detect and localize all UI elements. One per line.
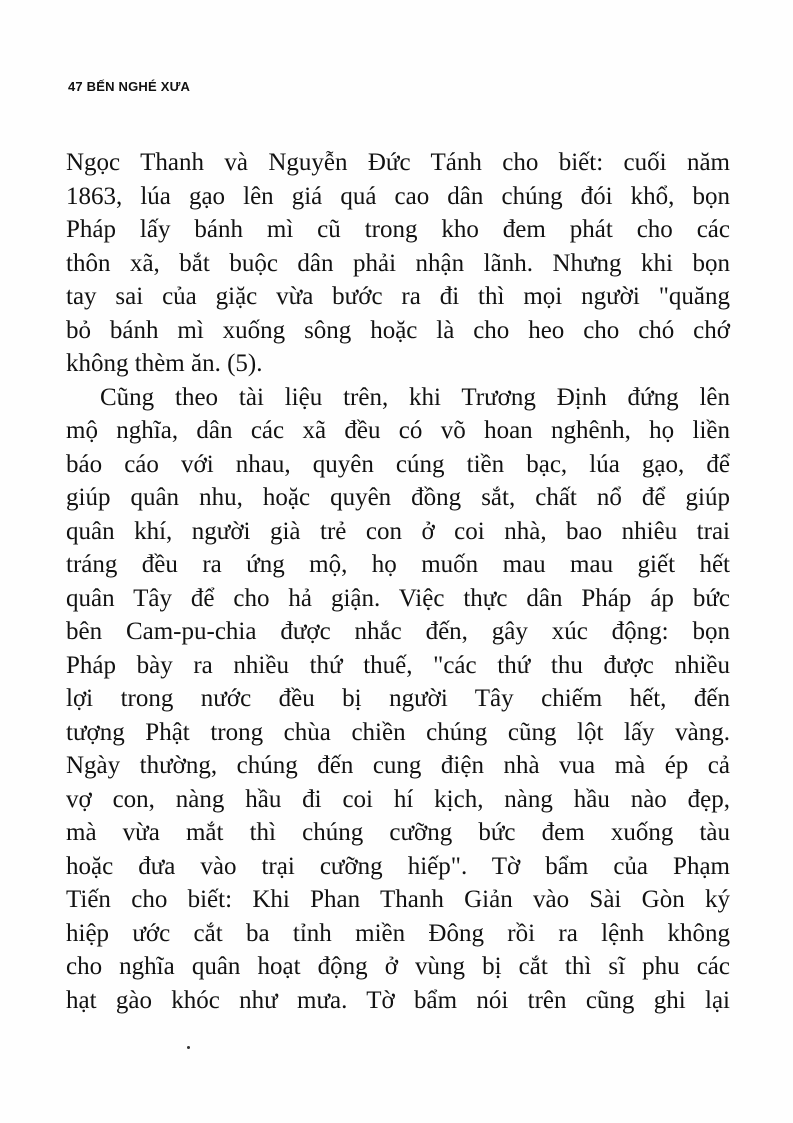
text-line: quân Tây để cho hả giận. Việc thực dân Pháp áp bức: [66, 584, 730, 612]
text-line: báo cáo với nhau, quyên cúng tiền bạc, lúa gạo, để: [66, 450, 730, 478]
text-line: Cũng theo tài liệu trên, khi Trương Định đứng lên: [100, 383, 730, 411]
text-line: tượng Phật trong chùa chiền chúng cũng lột lấy vàng.: [66, 718, 730, 746]
text-line: Ngọc Thanh và Nguyễn Đức Tánh cho biết: cuối năm: [66, 149, 730, 176]
text-line: giúp quân nhu, hoặc quyên đồng sắt, chất nổ để giúp: [66, 484, 730, 511]
text-line: hạt gào khóc như mưa. Tờ bẩm nói trên cũng ghi lại: [66, 986, 730, 1014]
text-line: Pháp bày ra nhiều thứ thuế, "các thứ thu được nhiều: [66, 651, 730, 679]
body-text: [66, 146, 730, 1017]
text-line: Ngày thường, chúng đến cung điện nhà vua mà ép cả: [66, 752, 730, 779]
text-line: mộ nghĩa, dân các xã đều có võ hoan nghênh, họ liền: [66, 417, 730, 444]
text-line: bỏ bánh mì xuống sông hoặc là cho heo cho chó chớ: [66, 316, 730, 344]
text-line: thôn xã, bắt buộc dân phải nhận lãnh. Nhưng khi bọn: [66, 249, 730, 277]
text-line: hoặc đưa vào trại cưỡng hiếp". Tờ bẩm của Phạm: [66, 852, 730, 880]
text-line: quân khí, người già trẻ con ở coi nhà, bao nhiêu trai: [66, 517, 730, 545]
text-line: mà vừa mắt thì chúng cưỡng bức đem xuống tàu: [66, 819, 730, 846]
text-line: 1863, lúa gạo lên giá quá cao dân chúng đói khổ, bọn: [66, 182, 730, 210]
text-line: vợ con, nàng hầu đi coi hí kịch, nàng hầu nào đẹp,: [66, 785, 730, 813]
running-header: 47 BẾN NGHÉ XƯA: [68, 79, 191, 94]
text-line: Tiến cho biết: Khi Phan Thanh Giản vào Sài Gòn ký: [66, 886, 730, 913]
text-line: bên Cam-pu-chia được nhắc đến, gây xúc động: bọn: [66, 618, 730, 645]
text-line: lợi trong nước đều bị người Tây chiếm hết, đến: [66, 685, 730, 712]
text-line: không thèm ăn. (5).: [66, 350, 263, 377]
text-line: tay sai của giặc vừa bước ra đi thì mọi người "quăng: [66, 283, 730, 310]
text-line: hiệp ước cắt ba tỉnh miền Đông rồi ra lệnh không: [66, 919, 730, 947]
print-speck: [187, 1046, 190, 1049]
text-line: Pháp lấy bánh mì cũ trong kho đem phát cho các: [66, 216, 730, 243]
text-line: tráng đều ra ứng mộ, họ muốn mau mau giết hết: [66, 551, 730, 578]
text-line: cho nghĩa quân hoạt động ở vùng bị cắt thì sĩ phu các: [66, 953, 730, 980]
